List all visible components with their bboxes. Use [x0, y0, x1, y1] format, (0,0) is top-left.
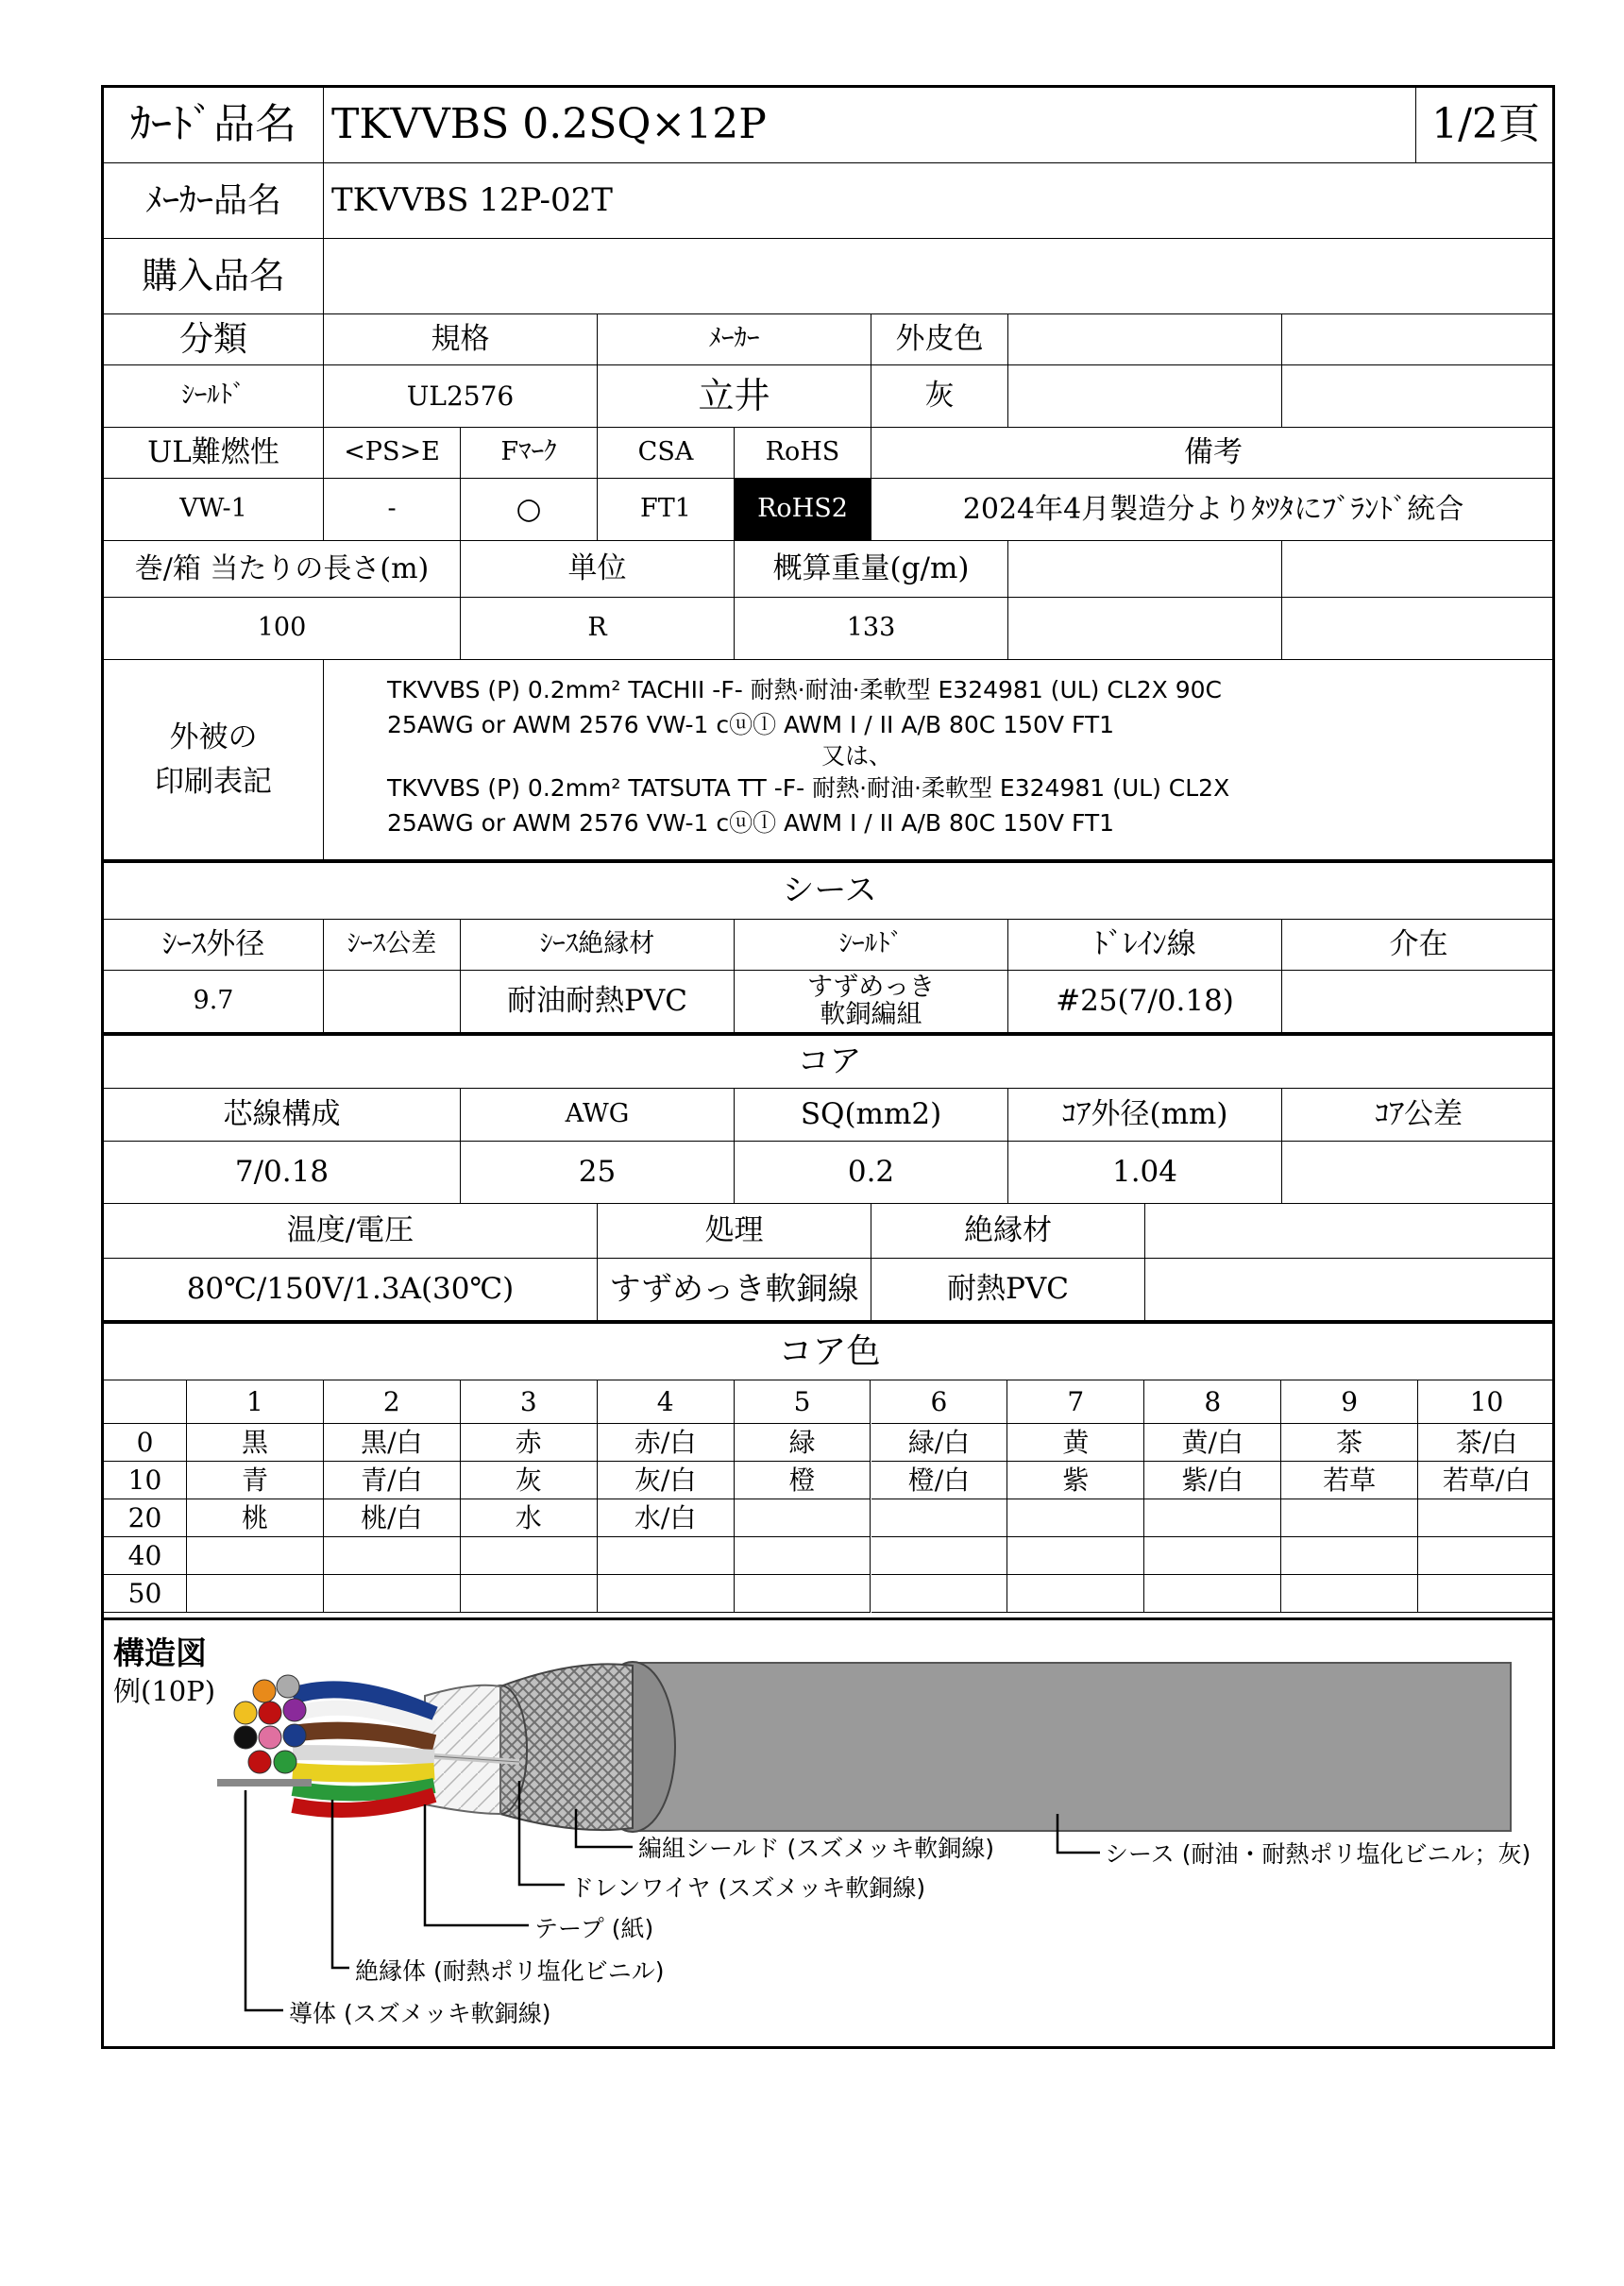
- color-cell: 灰: [461, 1462, 598, 1499]
- pse-value: -: [324, 479, 461, 541]
- color-row-label: 0: [104, 1424, 187, 1462]
- core-tol-value: [1282, 1142, 1555, 1204]
- color-col-header: 8: [1144, 1380, 1281, 1424]
- printing-line-2: 25AWG or AWM 2576 VW-1 cⓤⓛ AWM I / II A/B 80C 150V FT1: [387, 711, 1115, 738]
- sheath-od-header: ｼｰｽ外径: [104, 920, 324, 971]
- ul-flame-header: UL難燃性: [104, 428, 324, 479]
- color-col-header: 2: [324, 1380, 461, 1424]
- empty-cell: [1008, 314, 1282, 365]
- color-cell: 橙/白: [871, 1462, 1008, 1499]
- color-grid-corner: [104, 1380, 187, 1424]
- card-name-value: TKVVBS 0.2SQ×12P: [324, 88, 1416, 163]
- color-cell: 水/白: [598, 1499, 735, 1537]
- color-cell: 桃: [187, 1499, 324, 1537]
- length-header: 巻/箱 当たりの長さ(m): [104, 541, 461, 598]
- callout-drain: ドレンワイヤ (スズメッキ軟銅線): [570, 1874, 926, 1902]
- color-cell: [187, 1575, 324, 1613]
- fmark-header: Fﾏｰｸ: [461, 428, 598, 479]
- color-row-label: 10: [104, 1462, 187, 1499]
- cable-spec-sheet: [101, 85, 1555, 2049]
- temp-header: 温度/電圧: [104, 1204, 598, 1259]
- color-col-header: 9: [1281, 1380, 1418, 1424]
- card-name-label: ｶｰﾄﾞ品名: [104, 88, 324, 163]
- color-cell: 青: [187, 1462, 324, 1499]
- sheath-body: [633, 1663, 1511, 1831]
- color-cell: 緑/白: [871, 1424, 1008, 1462]
- color-row-label: 50: [104, 1575, 187, 1613]
- core-ins-header: 絶縁材: [871, 1204, 1145, 1259]
- printing-label-line1: 外被の: [169, 720, 258, 754]
- printing-line-3: 又は、: [821, 742, 893, 770]
- empty-cell: [1008, 541, 1282, 598]
- color-cell: 橙: [735, 1462, 871, 1499]
- color-cell: 赤/白: [598, 1424, 735, 1462]
- printing-line-4: TKVVBS (P) 0.2mm² TATSUTA TT -F- 耐熱·耐油·柔軟型 E324981 (UL) CL2X: [387, 774, 1230, 802]
- core-config-header: 芯線構成: [104, 1089, 461, 1142]
- empty-cell: [1008, 598, 1282, 660]
- unit-header: 単位: [461, 541, 735, 598]
- color-cell: 茶: [1281, 1424, 1418, 1462]
- color-cell: [1418, 1575, 1555, 1613]
- standard-value: UL2576: [324, 365, 598, 428]
- core-od-header: ｺｱ外径(mm): [1008, 1089, 1282, 1142]
- sq-value: 0.2: [735, 1142, 1008, 1204]
- core-colors-title: コア色: [104, 1324, 1555, 1380]
- empty-cell: [1282, 598, 1555, 660]
- color-cell: 赤: [461, 1424, 598, 1462]
- awg-header: AWG: [461, 1089, 735, 1142]
- callout-conductor: 導体 (スズメッキ軟銅線): [289, 2000, 551, 2027]
- purchase-name-label: 購入品名: [104, 239, 324, 314]
- paper-tape: [425, 1685, 500, 1814]
- awg-value: 25: [461, 1142, 735, 1204]
- printing-line-1: TKVVBS (P) 0.2mm² TACHII -F- 耐熱·耐油·柔軟型 E324981 (UL) CL2X 90C: [387, 676, 1222, 703]
- sheath-od-value: 9.7: [104, 971, 324, 1033]
- color-row-label: 40: [104, 1537, 187, 1575]
- maker-header: ﾒｰｶｰ: [598, 314, 871, 365]
- color-cell: [1281, 1537, 1418, 1575]
- empty-cell: [1282, 314, 1555, 365]
- remarks-header: 備考: [871, 428, 1555, 479]
- sq-header: SQ(mm2): [735, 1089, 1008, 1142]
- color-cell: 緑: [735, 1424, 871, 1462]
- color-cell: [1281, 1499, 1418, 1537]
- filler-value: [1282, 971, 1555, 1033]
- color-cell: 若草/白: [1418, 1462, 1555, 1499]
- color-cell: [1007, 1537, 1144, 1575]
- color-cell: [1418, 1499, 1555, 1537]
- color-cell: 黒: [187, 1424, 324, 1462]
- color-cell: [1144, 1537, 1281, 1575]
- color-col-header: 4: [598, 1380, 735, 1424]
- color-header: 外皮色: [871, 314, 1008, 365]
- callout-tape: テープ (紙): [534, 1915, 654, 1942]
- color-cell: [1144, 1499, 1281, 1537]
- sheath-tol-header: ｼｰｽ公差: [324, 920, 461, 971]
- page-number: 1/2頁: [1416, 88, 1555, 163]
- csa-header: CSA: [598, 428, 735, 479]
- empty-cell: [1282, 541, 1555, 598]
- color-cell: [1007, 1499, 1144, 1537]
- color-row-label: 20: [104, 1499, 187, 1537]
- color-cell: [598, 1537, 735, 1575]
- pse-header: <PS>E: [324, 428, 461, 479]
- sheath-tol-value: [324, 971, 461, 1033]
- shield-value-line2: 軟銅編組: [820, 999, 922, 1029]
- color-value: 灰: [871, 365, 1008, 428]
- filler-header: 介在: [1282, 920, 1555, 971]
- fmark-value: ○: [461, 479, 598, 541]
- color-cell: 若草: [1281, 1462, 1418, 1499]
- color-col-header: 3: [461, 1380, 598, 1424]
- class-value: ｼｰﾙﾄﾞ: [104, 365, 324, 428]
- rohs-header: RoHS: [735, 428, 871, 479]
- color-cell: 黄: [1007, 1424, 1144, 1462]
- color-cell: [1007, 1575, 1144, 1613]
- color-cell: [1281, 1575, 1418, 1613]
- drain-value: #25(7/0.18): [1008, 971, 1282, 1033]
- color-col-header: 1: [187, 1380, 324, 1424]
- structure-title: 構造図: [113, 1634, 207, 1671]
- color-cell: 桃/白: [324, 1499, 461, 1537]
- core-strand: [293, 1731, 434, 1743]
- color-cell: [735, 1499, 871, 1537]
- color-cell: 茶/白: [1418, 1424, 1555, 1462]
- core-strand: [293, 1771, 434, 1774]
- core-tol-header: ｺｱ公差: [1282, 1089, 1555, 1142]
- empty-cell: [1145, 1259, 1555, 1321]
- printing-label: [104, 660, 324, 860]
- color-cell: [324, 1537, 461, 1575]
- core-title: コア: [104, 1036, 1555, 1089]
- rohs-value: RoHS2: [735, 479, 871, 541]
- sheath-ins-header: ｼｰｽ絶縁材: [461, 920, 735, 971]
- treatment-value: すずめっき軟銅線: [598, 1259, 871, 1321]
- csa-value: FT1: [598, 479, 735, 541]
- color-cell: 黒/白: [324, 1424, 461, 1462]
- color-cell: [735, 1575, 871, 1613]
- color-cell: [871, 1499, 1008, 1537]
- color-col-header: 5: [735, 1380, 871, 1424]
- callout-shield: 編組シールド (スズメッキ軟銅線): [638, 1835, 994, 1862]
- remarks-value: 2024年4月製造分よりﾀﾂﾀにﾌﾞﾗﾝﾄﾞ統合: [871, 479, 1555, 541]
- empty-cell: [1008, 365, 1282, 428]
- core-strand: [293, 1786, 434, 1793]
- callout-insulator: 絶縁体 (耐熱ポリ塩化ビニル): [355, 1957, 665, 1985]
- structure-example: 例(10P): [113, 1675, 216, 1707]
- sheath-ins-value: 耐油耐熱PVC: [461, 971, 735, 1033]
- sheath-title: シース: [104, 863, 1555, 920]
- color-cell: [871, 1575, 1008, 1613]
- color-cell: 青/白: [324, 1462, 461, 1499]
- core-strand: [293, 1753, 434, 1757]
- color-cell: [1144, 1575, 1281, 1613]
- core-ends: [234, 1675, 306, 1773]
- callout-sheath: シース (耐油・耐熱ポリ塩化ビニル；灰): [1105, 1840, 1531, 1868]
- color-cell: [324, 1575, 461, 1613]
- shield-value-line1: すずめっき: [807, 973, 935, 1003]
- color-cell: [735, 1537, 871, 1575]
- color-cell: [1418, 1537, 1555, 1575]
- printing-label-line2: 印刷表記: [155, 764, 272, 799]
- shield-header: ｼｰﾙﾄﾞ: [735, 920, 1008, 971]
- treatment-header: 処理: [598, 1204, 871, 1259]
- core-ins-value: 耐熱PVC: [871, 1259, 1145, 1321]
- color-cell: [461, 1575, 598, 1613]
- color-cell: 紫/白: [1144, 1462, 1281, 1499]
- empty-cell: [1282, 365, 1555, 428]
- weight-header: 概算重量(g/m): [735, 541, 1008, 598]
- empty-cell: [1145, 1204, 1555, 1259]
- color-cell: 紫: [1007, 1462, 1144, 1499]
- color-cell: [598, 1575, 735, 1613]
- color-cell: [187, 1537, 324, 1575]
- purchase-name-value: [324, 239, 1555, 314]
- temp-value: 80℃/150V/1.3A(30℃): [104, 1259, 598, 1321]
- color-cell: 灰/白: [598, 1462, 735, 1499]
- core-od-value: 1.04: [1008, 1142, 1282, 1204]
- standard-header: 規格: [324, 314, 598, 365]
- color-col-header: 7: [1007, 1380, 1144, 1424]
- color-cell: 水: [461, 1499, 598, 1537]
- maker-name-value: TKVVBS 12P-02T: [324, 163, 1555, 239]
- class-header: 分類: [104, 314, 324, 365]
- drain-header: ﾄﾞﾚｲﾝ線: [1008, 920, 1282, 971]
- printing-line-5: 25AWG or AWM 2576 VW-1 cⓤⓛ AWM I / II A/B 80C 150V FT1: [387, 809, 1115, 837]
- color-col-header: 10: [1418, 1380, 1555, 1424]
- color-cell: [461, 1537, 598, 1575]
- core-config-value: 7/0.18: [104, 1142, 461, 1204]
- color-col-header: 6: [871, 1380, 1008, 1424]
- color-cell: 黄/白: [1144, 1424, 1281, 1462]
- weight-value: 133: [735, 598, 1008, 660]
- ul-flame-value: VW-1: [104, 479, 324, 541]
- maker-name-label: ﾒｰｶｰ品名: [104, 163, 324, 239]
- maker-value: 立井: [598, 365, 871, 428]
- length-value: 100: [104, 598, 461, 660]
- shield-value: [735, 971, 1008, 1033]
- unit-value: R: [461, 598, 735, 660]
- color-cell: [871, 1537, 1008, 1575]
